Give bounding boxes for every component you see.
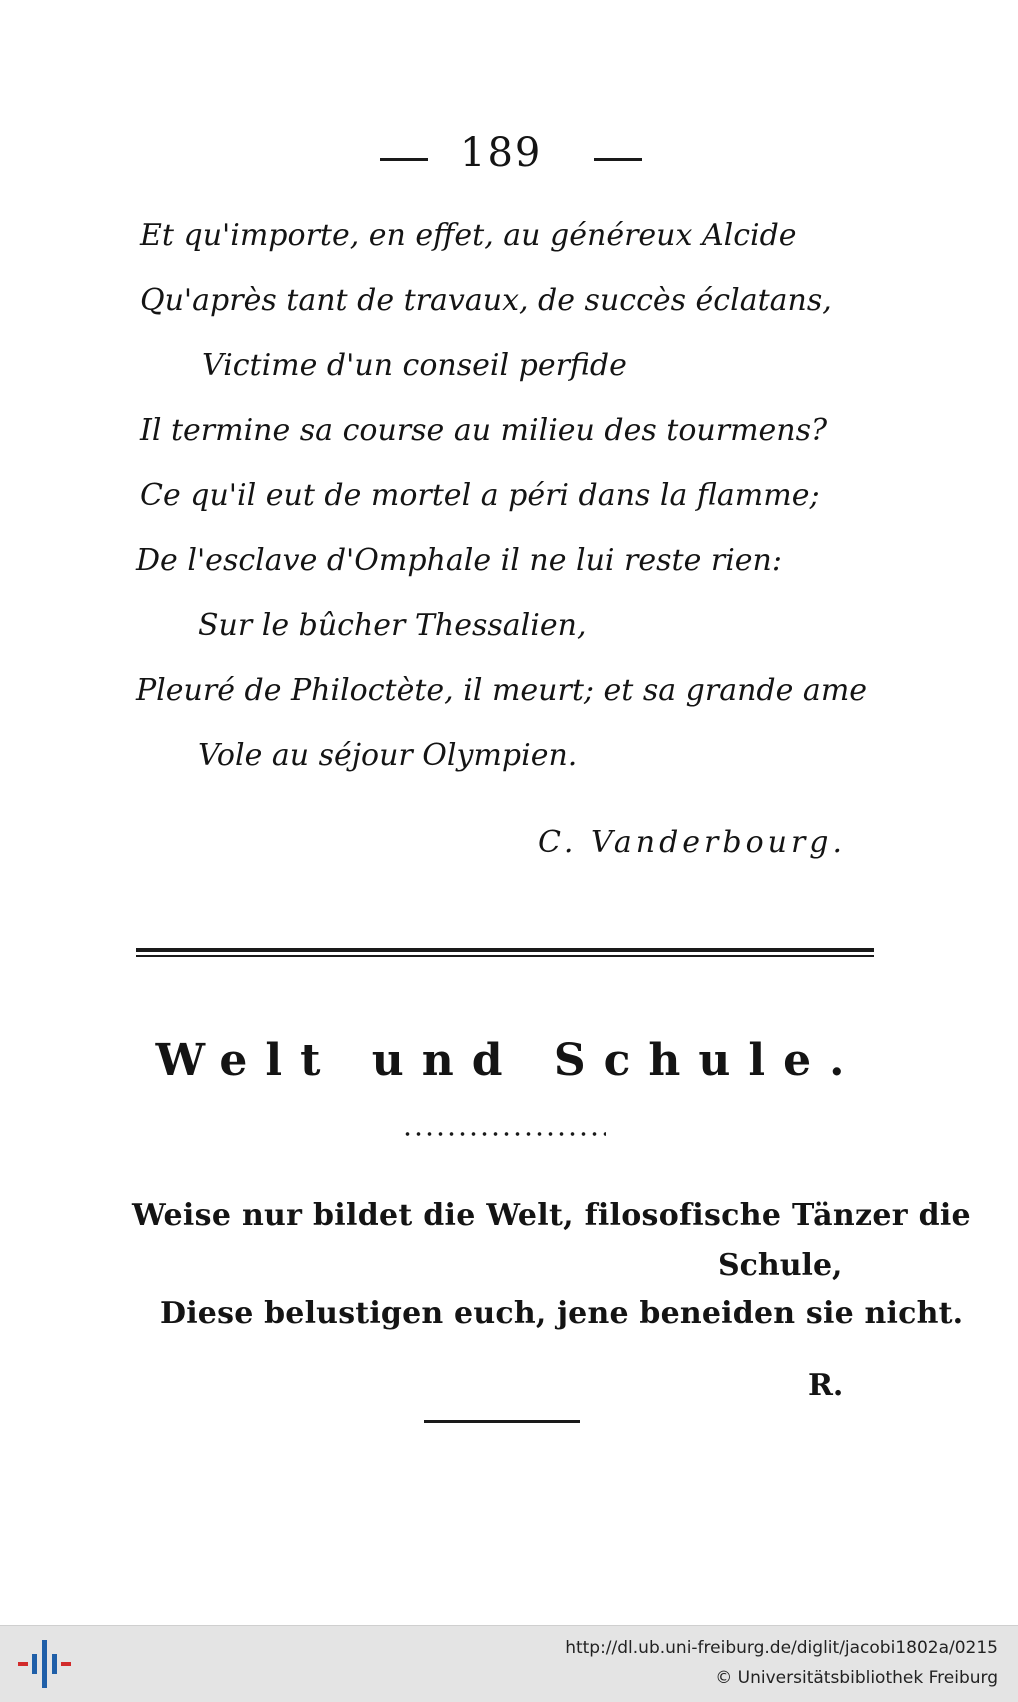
- poem-line: Sur le bûcher Thessalien,: [198, 608, 587, 643]
- logo-red-dash-icon: [18, 1662, 28, 1666]
- page-header: [0, 130, 1018, 190]
- author-signature: C. Vanderbourg.: [538, 825, 847, 860]
- logo-blue-bar-icon: [42, 1640, 47, 1688]
- poem-line: Qu'après tant de travaux, de succès éclatans,: [140, 283, 832, 318]
- epigram-line-continuation: Schule,: [718, 1248, 843, 1283]
- section-divider: [136, 948, 874, 952]
- copyright-notice: © Universitätsbibliothek Freiburg: [715, 1668, 998, 1688]
- epigram-line: Weise nur bildet die Welt, filosofische Tänzer die: [132, 1198, 971, 1233]
- end-rule: [424, 1420, 580, 1423]
- viewer-footer: [0, 1625, 1018, 1702]
- permalink-url[interactable]: http://dl.ub.uni-freiburg.de/diglit/jacobi1802a/0215: [565, 1638, 998, 1658]
- author-initial: R.: [808, 1368, 844, 1403]
- epigram-line: Diese belustigen euch, jene beneiden sie nicht.: [160, 1296, 964, 1331]
- logo-blue-bar-icon: [52, 1654, 57, 1674]
- header-dash-left: [380, 158, 428, 161]
- poem-line: De l'esclave d'Omphale il ne lui reste rien:: [136, 543, 782, 578]
- header-dash-right: [594, 158, 642, 161]
- section-title: Welt und Schule.: [155, 1035, 863, 1086]
- dotted-divider: [402, 1131, 606, 1137]
- poem-line: Ce qu'il eut de mortel a péri dans la flamme;: [140, 478, 820, 513]
- ub-freiburg-logo-icon[interactable]: [18, 1640, 70, 1688]
- section-divider-thin: [136, 955, 874, 957]
- poem-line: Pleuré de Philoctète, il meurt; et sa grande ame: [136, 673, 868, 708]
- logo-red-dash-icon: [61, 1662, 71, 1666]
- logo-blue-bar-icon: [32, 1654, 37, 1674]
- poem-line: Il termine sa course au milieu des tourmens?: [140, 413, 828, 448]
- page-number: 189: [460, 130, 543, 176]
- poem-line: Victime d'un conseil perfide: [202, 348, 627, 383]
- poem-line: Et qu'importe, en effet, au généreux Alcide: [140, 218, 797, 253]
- poem-line: Vole au séjour Olympien.: [198, 738, 578, 773]
